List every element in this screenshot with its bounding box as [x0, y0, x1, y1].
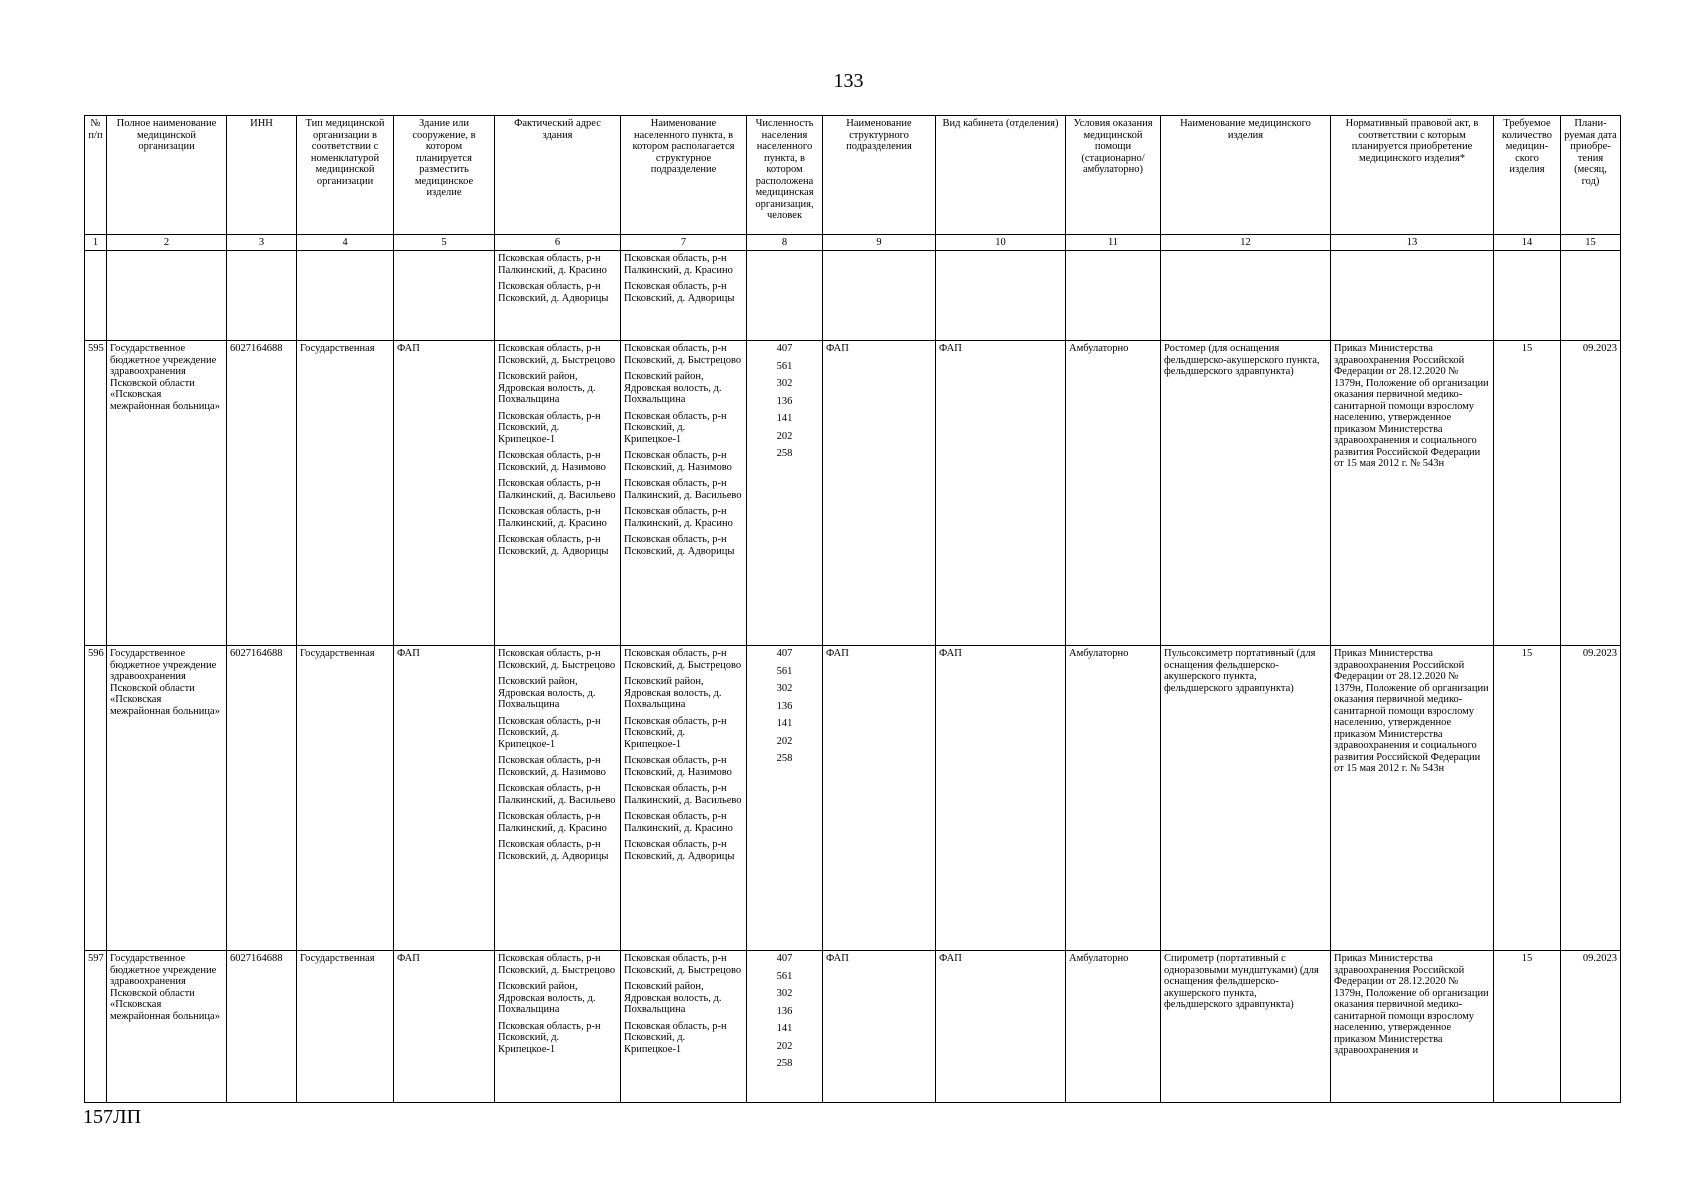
- continuation-row: [85, 251, 1621, 341]
- col-number: 14: [1494, 235, 1561, 251]
- table-row: [85, 951, 1621, 1103]
- quantity: 15: [1494, 951, 1561, 1103]
- population-value: 561: [776, 970, 793, 982]
- col-header-building: Здание или сооружение, в котором планируется разместить медицинское изделие: [394, 116, 495, 235]
- population-value: 202: [776, 430, 793, 442]
- population-value: 141: [776, 718, 793, 729]
- cabinet: ФАП: [936, 951, 1066, 1103]
- address-item: Псковский район, Ядровская волость, д. Похвальщина: [498, 676, 596, 710]
- col-header-org: Полное наименование медицинской организации: [107, 116, 227, 235]
- col-header-address: Фактический адрес здания: [495, 116, 621, 235]
- col-number: 3: [227, 235, 297, 251]
- row-number: 596: [85, 646, 107, 951]
- purchase-date: 09.2023: [1561, 951, 1621, 1103]
- settlement-item: Псковская область, р-н Палкинский, д. Васильево: [624, 783, 742, 806]
- col-number: 11: [1066, 235, 1161, 251]
- row-number: 595: [85, 341, 107, 646]
- address-item: Псковская область, р-н Псковский, д. Крипецкое-1: [498, 715, 601, 750]
- col-header-act: Нормативный правовой акт, в соответствии с которым планируется приобретение медицинского изделия*: [1331, 116, 1494, 235]
- org-name: Государственное бюджетное учреждение здравоохранения Псковской области «Псковская межрайонная больница»: [107, 341, 227, 646]
- cabinet: ФАП: [936, 341, 1066, 646]
- col-number: 6: [495, 235, 621, 251]
- division: ФАП: [823, 341, 936, 646]
- population-value: 561: [776, 360, 793, 372]
- col-number: 12: [1161, 235, 1331, 251]
- device-name: Пульсоксиметр портативный (для оснащения фельдшерско-акушерского пункта, фельдшерского здравпункта): [1161, 646, 1331, 951]
- column-number-row: [85, 235, 1621, 251]
- division: ФАП: [823, 646, 936, 951]
- address-item: Псковская область, р-н Псковский, д. Назимово: [498, 450, 606, 473]
- col-header-qty: Требуемое количество медицин-ского изделия: [1494, 116, 1561, 235]
- population-value: 561: [776, 665, 793, 677]
- settlement-item: Псковская область, р-н Палкинский, д. Красино: [624, 811, 733, 834]
- org-type: Государственная: [297, 951, 394, 1103]
- address-item: Псковская область, р-н Палкинский, д. Васильево: [498, 478, 616, 501]
- col-header-conditions: Условия оказания медицинской помощи (стационарно/ амбулаторно): [1066, 116, 1161, 235]
- settlement-cell: [621, 646, 747, 951]
- org-name: Государственное бюджетное учреждение здравоохранения Псковской области «Псковская межрайонная больница»: [107, 646, 227, 951]
- row-number: 597: [85, 951, 107, 1103]
- population-value: 141: [776, 1023, 793, 1034]
- settlement-item: Псковский район, Ядровская волость, д. Похвальщина: [624, 676, 722, 710]
- col-header-inn: ИНН: [227, 116, 297, 235]
- population-value: 136: [776, 700, 793, 712]
- page-number: 133: [833, 70, 864, 92]
- device-name: Спирометр (портативный с одноразовыми мундштуками) (для оснащения фельдшерско-акушерского пункта, фельдшерского здравпункта): [1161, 951, 1331, 1103]
- address-item: Псковская область, р-н Псковский, д. Быстрецово: [498, 648, 616, 671]
- settlement-item: Псковская область, р-н Псковский, д. Крипецкое-1: [624, 1020, 727, 1055]
- settlement-cell: [621, 251, 747, 341]
- table-row: [85, 646, 1621, 951]
- address-item: Псковский район, Ядровская волость, д. Похвальщина: [498, 371, 596, 405]
- org-type: Государственная: [297, 646, 394, 951]
- col-number: 15: [1561, 235, 1621, 251]
- col-number: 1: [85, 235, 107, 251]
- division: ФАП: [823, 951, 936, 1103]
- org-name: Государственное бюджетное учреждение здравоохранения Псковской области «Псковская межрайонная больница»: [107, 951, 227, 1103]
- building: ФАП: [394, 646, 495, 951]
- address-item: Псковская область, р-н Псковский, д. Быстрецово: [498, 343, 616, 366]
- address-cell: [495, 341, 621, 646]
- address-item: Псковская область, р-н Псковский, д. Адворицы: [498, 281, 609, 304]
- document-code: 157ЛП: [83, 1106, 142, 1128]
- population-cell: [747, 341, 823, 646]
- population-value: 258: [776, 448, 793, 459]
- population-value: 136: [776, 1005, 793, 1017]
- conditions: Амбулаторно: [1066, 951, 1161, 1103]
- col-number: 4: [297, 235, 394, 251]
- address-item: Псковская область, р-н Палкинский, д. Васильево: [498, 783, 616, 806]
- quantity: 15: [1494, 646, 1561, 951]
- address-cell: [495, 251, 621, 341]
- address-item: Псковская область, р-н Псковский, д. Крипецкое-1: [498, 1020, 601, 1055]
- col-number: 7: [621, 235, 747, 251]
- address-item: Псковский район, Ядровская волость, д. Похвальщина: [498, 981, 596, 1015]
- settlement-item: Псковская область, р-н Палкинский, д. Васильево: [624, 478, 742, 501]
- building: ФАП: [394, 951, 495, 1103]
- address-cell: [495, 951, 621, 1103]
- address-cell: [495, 646, 621, 951]
- col-number: 13: [1331, 235, 1494, 251]
- col-number: 2: [107, 235, 227, 251]
- legal-act: Приказ Министерства здравоохранения Российской Федерации от 28.12.2020 № 1379н, Положение об организации оказания первичной медико-санитарной помощи взрослому населению, утвержденное приказом Министерства здравоохранения и социального развития Российской Федерации от 15 мая 2012 г. № 543н: [1331, 341, 1494, 646]
- registry-table: [84, 115, 1621, 1103]
- col-header-date: Плани-руемая дата приобре-тения (месяц, год): [1561, 116, 1621, 235]
- population-cell: [747, 951, 823, 1103]
- conditions: Амбулаторно: [1066, 341, 1161, 646]
- device-name: Ростомер (для оснащения фельдшерско-акушерского пункта, фельдшерского здравпункта): [1161, 341, 1331, 646]
- purchase-date: 09.2023: [1561, 646, 1621, 951]
- col-header-device: Наименование медицинского изделия: [1161, 116, 1331, 235]
- inn: 6027164688: [227, 951, 297, 1103]
- col-header-population: Численность населения населенного пункта, в котором расположена медицинская организация, человек: [747, 116, 823, 235]
- col-header-settlement: Наименование населенного пункта, в котором располагается структурное подразделение: [621, 116, 747, 235]
- inn: 6027164688: [227, 646, 297, 951]
- settlement-item: Псковский район, Ядровская волость, д. Похвальщина: [624, 981, 722, 1015]
- population-value: 258: [776, 753, 793, 764]
- population-value: 302: [776, 683, 793, 694]
- population-value: 407: [776, 953, 793, 964]
- col-number: 10: [936, 235, 1066, 251]
- population-value: 141: [776, 413, 793, 424]
- header-row: [85, 116, 1621, 235]
- settlement-item: Псковская область, р-н Псковский, д. Крипецкое-1: [624, 410, 727, 445]
- address-item: Псковская область, р-н Псковский, д. Адворицы: [498, 534, 609, 557]
- inn: 6027164688: [227, 341, 297, 646]
- population-value: 302: [776, 988, 793, 999]
- population-cell: [747, 646, 823, 951]
- purchase-date: 09.2023: [1561, 341, 1621, 646]
- col-number: 8: [747, 235, 823, 251]
- address-item: Псковская область, р-н Палкинский, д. Красино: [498, 506, 607, 529]
- settlement-item: Псковская область, р-н Псковский, д. Крипецкое-1: [624, 715, 727, 750]
- population-value: 407: [776, 648, 793, 659]
- settlement-item: Псковская область, р-н Псковский, д. Назимово: [624, 755, 732, 778]
- col-header-division: Наименование структурного подразделения: [823, 116, 936, 235]
- col-header-num: № п/п: [85, 116, 107, 235]
- settlement-item: Псковская область, р-н Псковский, д. Адворицы: [624, 534, 735, 557]
- address-item: Псковская область, р-н Палкинский, д. Красино: [498, 253, 607, 276]
- col-number: 5: [394, 235, 495, 251]
- settlement-item: Псковская область, р-н Псковский, д. Назимово: [624, 450, 732, 473]
- settlement-cell: [621, 951, 747, 1103]
- org-type: Государственная: [297, 341, 394, 646]
- settlement-cell: [621, 341, 747, 646]
- settlement-item: Псковская область, р-н Псковский, д. Быстрецово: [624, 953, 742, 976]
- population-value: 136: [776, 395, 793, 407]
- settlement-item: Псковская область, р-н Псковский, д. Быстрецово: [624, 648, 742, 671]
- legal-act: Приказ Министерства здравоохранения Российской Федерации от 28.12.2020 № 1379н, Положение об организации оказания первичной медико-санитарной помощи взрослому населению, утвержденное приказом Министерства здравоохранения и: [1331, 951, 1494, 1103]
- population-value: 407: [776, 343, 793, 354]
- legal-act: Приказ Министерства здравоохранения Российской Федерации от 28.12.2020 № 1379н, Положение об организации оказания первичной медико-санитарной помощи взрослому населению, утвержденное приказом Министерства здравоохранения и социального развития Российской Федерации от 15 мая 2012 г. № 543н: [1331, 646, 1494, 951]
- address-item: Псковская область, р-н Палкинский, д. Красино: [498, 811, 607, 834]
- building: ФАП: [394, 341, 495, 646]
- table-row: [85, 341, 1621, 646]
- settlement-item: Псковская область, р-н Псковский, д. Адворицы: [624, 839, 735, 862]
- address-item: Псковская область, р-н Псковский, д. Быстрецово: [498, 953, 616, 976]
- conditions: Амбулаторно: [1066, 646, 1161, 951]
- col-number: 9: [823, 235, 936, 251]
- settlement-item: Псковская область, р-н Палкинский, д. Красино: [624, 253, 733, 276]
- address-item: Псковская область, р-н Псковский, д. Адворицы: [498, 839, 609, 862]
- col-header-cabinet: Вид кабинета (отделения): [936, 116, 1066, 235]
- population-value: 202: [776, 735, 793, 747]
- settlement-item: Псковская область, р-н Псковский, д. Адворицы: [624, 281, 735, 304]
- address-item: Псковская область, р-н Псковский, д. Крипецкое-1: [498, 410, 601, 445]
- settlement-item: Псковская область, р-н Палкинский, д. Красино: [624, 506, 733, 529]
- col-header-type: Тип медицинской организации в соответствии с номенклатурой медицинской организации: [297, 116, 394, 235]
- settlement-item: Псковский район, Ядровская волость, д. Похвальщина: [624, 371, 722, 405]
- population-value: 258: [776, 1058, 793, 1069]
- quantity: 15: [1494, 341, 1561, 646]
- address-item: Псковская область, р-н Псковский, д. Назимово: [498, 755, 606, 778]
- population-value: 202: [776, 1040, 793, 1052]
- settlement-item: Псковская область, р-н Псковский, д. Быстрецово: [624, 343, 742, 366]
- population-value: 302: [776, 378, 793, 389]
- cabinet: ФАП: [936, 646, 1066, 951]
